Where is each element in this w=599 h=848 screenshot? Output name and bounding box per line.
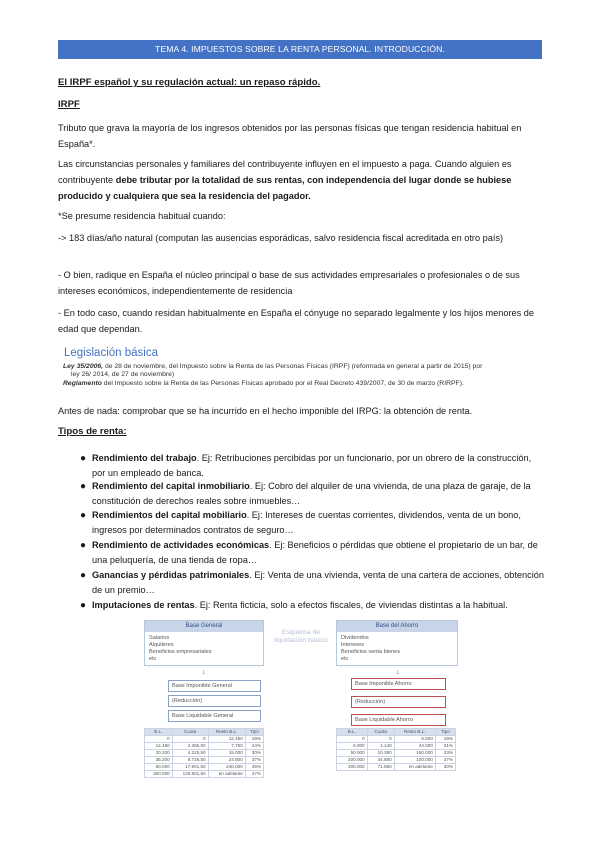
paragraph-circumstances: Las circunstancias personales y familiares del contribuyente influyen en el impuesto a paga. Cuando alguien es contribuyente debe tributar por la totalidad de sus rentas, con independencia del lugar donde se hubiese producido y cualquiera que sea la residencia del pagador. [58, 159, 512, 201]
paragraph-definition: Tributo que grava la mayoría de los ingresos obtenidos por las personas físicas que tengan residencia habitual en España*. [58, 123, 522, 149]
general-rate-table [144, 728, 264, 778]
table-cell: 125.901,50 [172, 771, 208, 778]
table-cell: B.L. [145, 729, 173, 736]
table-cell: 27% [435, 757, 455, 764]
savings-base-box [336, 620, 458, 666]
table-row [145, 750, 264, 757]
liquidation-scheme-diagram [144, 620, 459, 776]
table-cell: 12.450 [208, 736, 245, 743]
table-cell: 21% [435, 743, 455, 750]
paragraph-economic-interests: - O bien, radique en España el núcleo principal o base de sus actividades empresariales o profesionales o de sus intereses económicos, independientemente de residencia [58, 270, 520, 296]
scheme-title: Esquema de liquidación básico [274, 629, 328, 644]
table-cell: 47% [245, 771, 263, 778]
table-cell: 100.000 [394, 757, 435, 764]
savings-base-header: Base del Ahorro [337, 621, 457, 632]
savings-base-items: Dividendos Intereses Beneficios venta bienes etc [341, 635, 401, 662]
table-row [145, 764, 264, 771]
table-cell: 300.000 [337, 764, 368, 771]
table-cell: Resto B.L. [394, 729, 435, 736]
table-cell: 71.880 [367, 764, 394, 771]
irpf-heading: IRPF [58, 99, 80, 110]
table-cell: 7.750 [208, 743, 245, 750]
paragraph-taxable-event: Antes de nada: comprobar que se ha incurrido en el hecho imponible del IRPG: la obtención de renta. [58, 406, 473, 416]
legislation-line-1: Ley 35/2006, de 28 de noviembre, del Impuesto sobre la Renta de las Personas Físicas (IRPF) (reformada en general a partir de 2015) por [63, 363, 483, 370]
table-cell: 20.200 [145, 750, 173, 757]
table-row [337, 757, 456, 764]
table-cell: 15.000 [208, 750, 245, 757]
table-cell: 44.000 [394, 743, 435, 750]
table-cell: B.L. [337, 729, 368, 736]
table-cell: 24% [245, 743, 263, 750]
table-cell: 12.450 [145, 743, 173, 750]
table-cell: 37% [245, 757, 263, 764]
table-cell: 30% [435, 764, 455, 771]
savings-rate-table [336, 728, 456, 771]
table-cell: 44.880 [367, 757, 394, 764]
savings-taxable-base: Base Imponible Ahorro [351, 678, 446, 690]
table-row [145, 743, 264, 750]
table-cell: 4.225,50 [172, 750, 208, 757]
paragraph-183-days: -> 183 días/año natural (computan las ausencias esporádicas, salvo residencia fiscal acreditada en otro país) [58, 233, 504, 243]
table-cell: Cuota [172, 729, 208, 736]
table-row [337, 729, 456, 736]
table-cell: Cuota [367, 729, 394, 736]
legislation-line-2: ley 26/ 2014, de 27 de noviembre) [71, 371, 175, 378]
table-cell: 60.000 [145, 764, 173, 771]
table-cell: 17.901,50 [172, 764, 208, 771]
table-cell: 300.000 [145, 771, 173, 778]
table-row [337, 736, 456, 743]
general-base-box [144, 620, 264, 666]
table-cell: 45% [245, 764, 263, 771]
table-cell: en adelante [394, 764, 435, 771]
table-cell: 0 [337, 736, 368, 743]
document-page: TEMA 4. IMPUESTOS SOBRE LA RENTA PERSONAL. INTRODUCCIÓN. El IRPF español y su regulación actual: un repaso rápido. IRPF Tributo que grava la mayoría de los ingresos obtenidos por las personas físicas que tengan residencia habitual en España*. Las circunstancias personales y familiares del contribuyente influyen en el impuesto a paga. Cuando alguien es contribuyente debe tributar por la totalidad de sus rentas, con independencia del lugar donde se hubiese producido y cualquiera que sea la residencia del pagador. *Se presume residencia habitual cuando: -> 183 días/año natural (computan las ausencias esporádicas, salvo residencia fiscal acreditada en otro país) - O bien, radique en España el núcleo principal o base de sus actividades empresariales o profesionales o de sus intereses económicos, independientemente de residencia - En todo caso, cuando residan habitualmente en España el cónyuge no separado legalmente y los hijos menores de edad que dependan. Legislación básica Ley 35/2006, de 28 de noviembre, del Impuesto sobre la Renta de las Personas Físicas (IRPF) (reformada en general a partir de 2015) por ley 26/ 2014, de 27 de noviembre) Reglamento del Impuesto sobre la Renta de las Personas Físicas aprobado por el Real Decreto 439/2007, de 30 de marzo (RIRPF). Antes de nada: comprobar que se ha incurrido en el hecho imponible del IRPG: la obtención de renta. Tipos de renta: ● Rendimiento del trabajo. Ej: Retribuciones percibidas por un funcionario, por un obrero de la construcción, por un empleado de banca. ● Rendimiento del capital inmobiliario. Ej: Cobro del alquiler de una vivienda, de una plaza de garaje, de la constitución de derechos reales sobre inmuebles… ● Rendimientos del capital mobiliario. Ej: Intereses de cuentas corrientes, dividendos, venta de un bono, ingresos por determinados contratos de seguro… ● Rendimiento de actividades económicas. Ej: Beneficios o pérdidas que obtiene el propietario de un bar, de una peluquería, de una tienda de ropa… ● Ganancias y pérdidas patrimoniales. Ej: Venta de una vivienda, venta de una cartera de acciones, obtención de un premio… ● Imputaciones de rentas. Ej: Renta ficticia, solo a efectos fiscales, de viviendas distintas a la habitual. Base General Salarios Alquileres Beneficios empresariales etc Esquema de liquidación básico Base del Ahorro Dividendos Intereses Beneficios venta bienes etc ↓ ↓ Base Imponible General (Reducción) Base Liquidable General Base Imponible Ahorro (Reducción) Base Liquidable Ahorro B.L. Cuota Resto B.L. Tipo 0 0 12.450 19% 12.450 2.365,50 7.750 24% 20.200 4.225,50 15.000 30% 35.200 8.725,50 24.800 37% 60.000 17.901,50 240.000 45% 300.000 125.901,50 en adelante 47% B.L. Cuota Resto B.L. Tipo 0 0 6.000 19% 6.000 1.140 44.000 21% 50.000 10.380 150.000 23% 200.000 44.880 100.000 27% 300.000 71.880 en adelante 30% [0, 0, 599, 848]
table-cell: 23% [435, 750, 455, 757]
table-cell: 19% [245, 736, 263, 743]
general-liquidable-base: Base Liquidable General [168, 710, 261, 722]
down-arrow-icon: ↓ [396, 669, 400, 676]
general-reduction: (Reducción) [168, 695, 261, 707]
savings-liquidable-base: Base Liquidable Ahorro [351, 714, 446, 726]
income-types-heading: Tipos de renta: [58, 426, 127, 437]
table-cell: 6.000 [337, 743, 368, 750]
table-cell: 0 [172, 736, 208, 743]
savings-reduction: (Reducción) [351, 696, 446, 708]
table-cell: 1.140 [367, 743, 394, 750]
legislation-line-3: Reglamento del Impuesto sobre la Renta de las Personas Físicas aprobado por el Real Decreto 439/2007, de 30 de marzo (RIRPF). [63, 380, 464, 387]
table-row [145, 757, 264, 764]
table-cell: 35.200 [145, 757, 173, 764]
table-row [337, 750, 456, 757]
table-row [145, 771, 264, 778]
table-cell: 24.800 [208, 757, 245, 764]
legislation-title: Legislación básica [64, 347, 158, 359]
table-cell: 150.000 [394, 750, 435, 757]
topic-banner: TEMA 4. IMPUESTOS SOBRE LA RENTA PERSONAL. INTRODUCCIÓN. [58, 40, 542, 59]
general-base-header: Base General [145, 621, 263, 632]
section-heading: El IRPF español y su regulación actual: un repaso rápido. [58, 77, 321, 88]
table-cell: Tipo [245, 729, 263, 736]
table-cell: 30% [245, 750, 263, 757]
table-cell: 19% [435, 736, 455, 743]
table-row [145, 729, 264, 736]
table-cell: 240.000 [208, 764, 245, 771]
table-cell: en adelante [208, 771, 245, 778]
general-taxable-base: Base Imponible General [168, 680, 261, 692]
table-row [145, 736, 264, 743]
table-cell: Resto B.L. [208, 729, 245, 736]
table-row [337, 743, 456, 750]
table-cell: 0 [145, 736, 173, 743]
down-arrow-icon: ↓ [202, 669, 206, 676]
paragraph-family: - En todo caso, cuando residan habitualmente en España el cónyuge no separado legalmente y los hijos menores de edad que dependan. [58, 308, 535, 334]
table-cell: 8.725,50 [172, 757, 208, 764]
table-cell: 200.000 [337, 757, 368, 764]
table-cell: 10.380 [367, 750, 394, 757]
general-base-items: Salarios Alquileres Beneficios empresariales etc [149, 635, 212, 662]
table-row [337, 764, 456, 771]
table-cell: 50.000 [337, 750, 368, 757]
table-cell: 0 [367, 736, 394, 743]
paragraph-residence-note: *Se presume residencia habitual cuando: [58, 211, 226, 221]
table-cell: 2.365,50 [172, 743, 208, 750]
legislation-box [63, 347, 543, 395]
table-cell: 6.000 [394, 736, 435, 743]
table-cell: Tipo [435, 729, 455, 736]
